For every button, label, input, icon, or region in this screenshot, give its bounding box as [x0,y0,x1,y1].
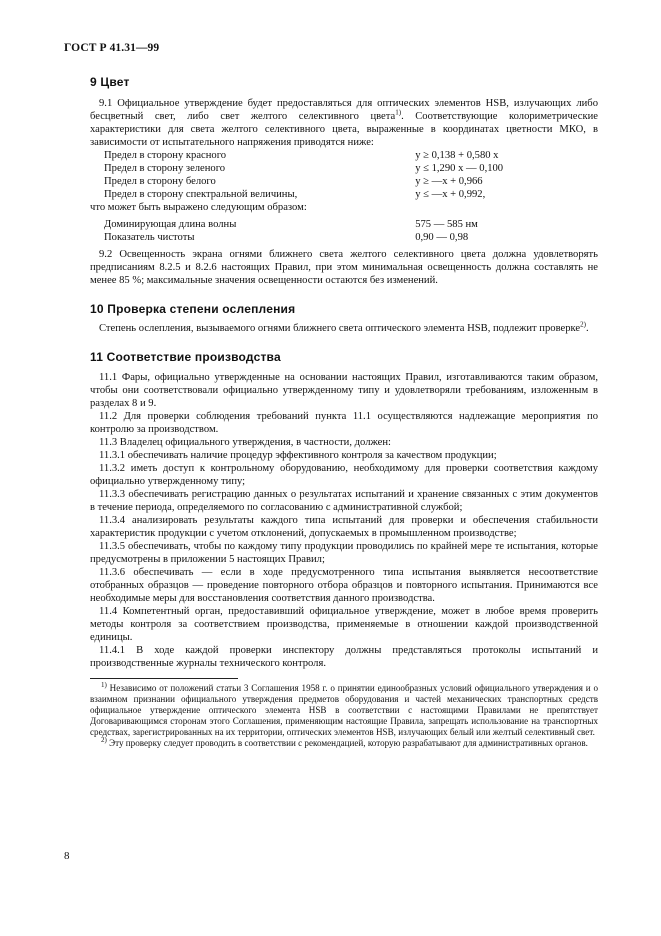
para-11-3-6: 11.3.6 обеспечивать — если в ходе предусмотренного типа испытания выявляется несоответствие отобранных образцов — проведение повторного отбора образцов и повторного испытания. Принимаются все необходимые меры для восстановления соответствия данного производства. [90,567,598,604]
footnote-2 [90,735,598,749]
limit-label: Предел в сторону белого [104,176,216,187]
wavelength-params [104,218,598,244]
chromaticity-limits [104,149,598,201]
footnotes [90,680,598,749]
para-11-3-4: 11.3.4 анализировать результаты каждого типа испытаний для проверки и обеспечения стабильности характеристик продукции с учетом отклонений, допускаемых в промышленном производстве; [90,515,598,539]
para-11-3-5: 11.3.5 обеспечивать, чтобы по каждому типу продукции проводились по крайней мере те испытания, которые предусмотрены в приложении 5 настоящих Правил; [90,541,598,565]
section-10 [90,303,598,335]
param-label: Доминирующая длина волны [104,219,237,230]
para-11-3-2: 11.3.2 иметь доступ к контрольному оборудованию, необходимому для проверки соответствия каждому официально утвержденному типу; [90,463,598,487]
footnote-ref-1: 1) [395,108,402,117]
limit-value: y ≤ —x + 0,992, [415,189,486,200]
limit-value: y ≥ —x + 0,966 [415,176,483,187]
limit-label: Предел в сторону зеленого [104,163,226,174]
para-11-1: 11.1 Фары, официально утвержденные на основании настоящих Правил, изготавливаются таким образом, чтобы они соответствовали официально утвержденному типу и удовлетворяли требованиям, изложенным в разделах 8 и 9. [90,372,598,409]
para-11-4-1: 11.4.1 В ходе каждой проверки инспектору должны представляться протоколы испытаний и производственные журналы технического контроля. [90,645,598,669]
para-10-end: . [585,323,589,334]
para-9-1-text: 9.1 Официальное утверждение будет предоставляться для оптических элементов HSB, излучающих либо бесцветный свет, либо свет желтого селективного цвета [90,98,598,122]
section-10-title: 10 Проверка степени ослепления [90,302,296,316]
page-content [90,76,598,749]
para-9-1 [90,97,598,149]
param-value: 575 — 585 нм [415,219,478,230]
para-9-1-cont: . Соответствующие колориметрические характеристики для света желтого селективного цвета, выраженные в координатах цветности МКО, в зависимости от испытательного напряжения приводятся ниже: [90,111,598,148]
footnote-text: Эту проверку следует проводить в соответствии с рекомендацией, которую разрабатывают для административных органов. [109,738,588,748]
param-value: 0,90 — 0,98 [415,232,469,243]
footnote-mark: 2) [101,735,107,744]
param-row [104,231,598,244]
expressed-text: что может быть выражено следующим образом: [90,202,307,213]
section-9-title: 9 Цвет [90,75,130,89]
limit-value: y ≥ 0,138 + 0,580 x [415,150,499,161]
limit-row [104,175,598,188]
para-10-text: Степень ослепления, вызываемого огнями ближнего света оптического элемента HSB, подлежит проверке [99,323,581,334]
limit-row [104,188,598,201]
section-9 [90,76,598,287]
para-9-2: 9.2 Освещенность экрана огнями ближнего света желтого селективного цвета должна удовлетворять предписаниям 8.2.5 и 8.2.6 настоящих Правил, при этом минимальная освещенность должна составлять не менее 85 %; максимальные значения освещенности остаются без изменений. [90,249,598,286]
limit-row [104,149,598,162]
section-11 [90,351,598,670]
para-10 [90,322,598,335]
document-header: ГОСТ Р 41.31—99 [64,42,160,54]
limit-value: y ≤ 1,290 x — 0,100 [415,163,504,174]
limit-label: Предел в сторону спектральной величины, [104,189,298,200]
para-11-3-1: 11.3.1 обеспечивать наличие процедур эффективного контроля за качеством продукции; [99,450,497,461]
footnote-1 [90,680,598,738]
para-11-2: 11.2 Для проверки соблюдения требований пункта 11.1 осуществляются надлежащие мероприятия по контролю за производством. [90,411,598,435]
footnote-mark: 1) [101,680,107,689]
limit-row [104,162,598,175]
section-11-title: 11 Соответствие производства [90,350,281,364]
limit-label: Предел в сторону красного [104,150,227,161]
para-11-4: 11.4 Компетентный орган, предоставивший официальное утверждение, может в любое время проверить методы контроля за соответствием производства, применяемые в отношении каждой производственной единицы. [90,606,598,643]
footnote-divider [90,678,238,679]
page-number: 8 [64,850,70,862]
para-11-3: 11.3 Владелец официального утверждения, в частности, должен: [99,437,391,448]
footnote-ref-2: 2) [580,320,586,329]
param-row [104,218,598,231]
para-11-3-3: 11.3.3 обеспечивать регистрацию данных о результатах испытаний и хранение связанных с этим документов в течение периода, определяемого по согласованию с административной службой; [90,489,598,513]
param-label: Показатель чистоты [104,232,195,243]
footnote-text: Независимо от положений статьи 3 Соглашения 1958 г. о принятии единообразных условий официального утверждения и о взаимном признании официального утверждения предметов оборудования и частей механических транспортных средств официальное утверждение оптического элемента HSB в соответствии с настоящими Правилами не препятствует Договаривающимся сторонам этого Соглашения, применяющим настоящие Правила, запрещать использование на транспортных средствах, зарегистрированных на их территории, оптических элементов HSB, излучающих белый или желтый селективный свет. [90,683,598,737]
